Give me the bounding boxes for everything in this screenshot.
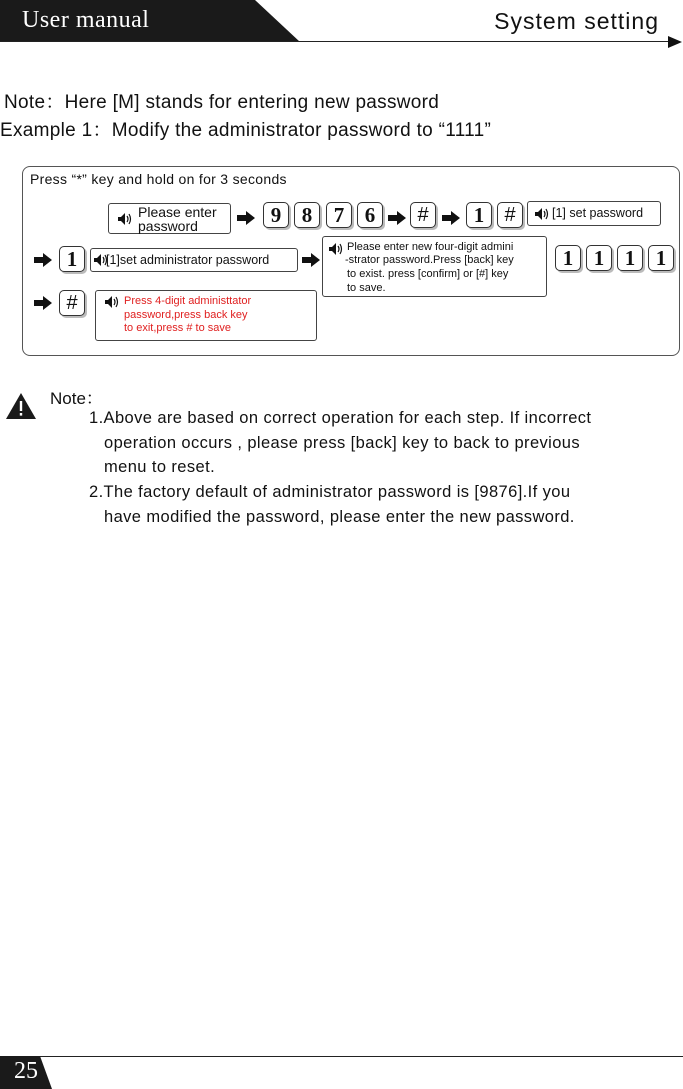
right-arrow-icon bbox=[302, 253, 320, 267]
prompt-set-password bbox=[527, 201, 661, 226]
key-7: 7 bbox=[326, 202, 352, 228]
prompt-new-password-line1: Please enter new four-digit admini bbox=[347, 241, 514, 253]
prompt-enter-password-line2: password bbox=[138, 218, 198, 234]
note-item1-line3: menu to reset. bbox=[104, 458, 216, 476]
header-rule bbox=[0, 41, 672, 42]
prompt-new-password-line2: -strator password.Press [back] key bbox=[345, 254, 514, 266]
key-1: 1 bbox=[586, 245, 612, 271]
key-1: 1 bbox=[648, 245, 674, 271]
intro-example: Example 1：Modify the administrator password to “1111” bbox=[0, 120, 492, 141]
right-arrow-icon bbox=[442, 211, 460, 225]
key-1: 1 bbox=[617, 245, 643, 271]
prompt-new-password-line3: to exist. press [confirm] or [#] key bbox=[347, 268, 509, 280]
speaker-icon bbox=[104, 295, 120, 309]
intro-note: Note：Here [M] stands for entering new password bbox=[4, 92, 440, 113]
right-arrow-icon bbox=[34, 296, 52, 310]
right-arrow-icon bbox=[34, 253, 52, 267]
manual-title: User manual bbox=[22, 7, 150, 33]
key-hash: # bbox=[59, 290, 85, 316]
prompt-enter-password bbox=[108, 203, 231, 234]
key-6: 6 bbox=[357, 202, 383, 228]
diagram-title: Press “*” key and hold on for 3 seconds bbox=[30, 171, 287, 187]
prompt-set-admin-text: [1]set administrator password bbox=[106, 253, 270, 267]
key-1: 1 bbox=[555, 245, 581, 271]
speaker-icon bbox=[534, 207, 550, 221]
right-arrow-icon bbox=[388, 211, 406, 225]
key-9: 9 bbox=[263, 202, 289, 228]
header-arrow-icon bbox=[668, 36, 682, 48]
section-title: System setting bbox=[494, 8, 659, 34]
footer-rule bbox=[0, 1056, 683, 1057]
note-item2-line1: 2.The factory default of administrator password is [9876].If you bbox=[89, 483, 571, 501]
right-arrow-icon bbox=[237, 211, 255, 225]
prompt-save-line2: password,press back key bbox=[124, 309, 248, 321]
key-hash: # bbox=[410, 202, 436, 228]
prompt-enter-password-line1: Please enter bbox=[138, 204, 217, 220]
note-item1-line2: operation occurs , please press [back] key to back to previous bbox=[104, 434, 581, 452]
key-hash: # bbox=[497, 202, 523, 228]
key-1: 1 bbox=[59, 246, 85, 272]
prompt-save-line3: to exit,press # to save bbox=[124, 322, 231, 334]
note-heading: Note： bbox=[50, 389, 103, 408]
prompt-save-line1: Press 4-digit administtator bbox=[124, 295, 252, 307]
note-item2-line2: have modified the password, please enter the new password. bbox=[104, 508, 575, 526]
note-item1-line1: 1.Above are based on correct operation for each step. If incorrect bbox=[89, 409, 592, 427]
speaker-icon bbox=[328, 242, 344, 256]
prompt-new-password-line4: to save. bbox=[347, 282, 386, 294]
page-number: 25 bbox=[14, 1058, 38, 1084]
prompt-new-password bbox=[322, 236, 547, 297]
warning-icon bbox=[5, 392, 37, 420]
prompt-set-admin-password bbox=[90, 248, 298, 272]
key-1: 1 bbox=[466, 202, 492, 228]
speaker-icon bbox=[117, 212, 133, 226]
prompt-save-password bbox=[95, 290, 317, 341]
prompt-set-password-text: [1] set password bbox=[552, 206, 644, 220]
key-8: 8 bbox=[294, 202, 320, 228]
